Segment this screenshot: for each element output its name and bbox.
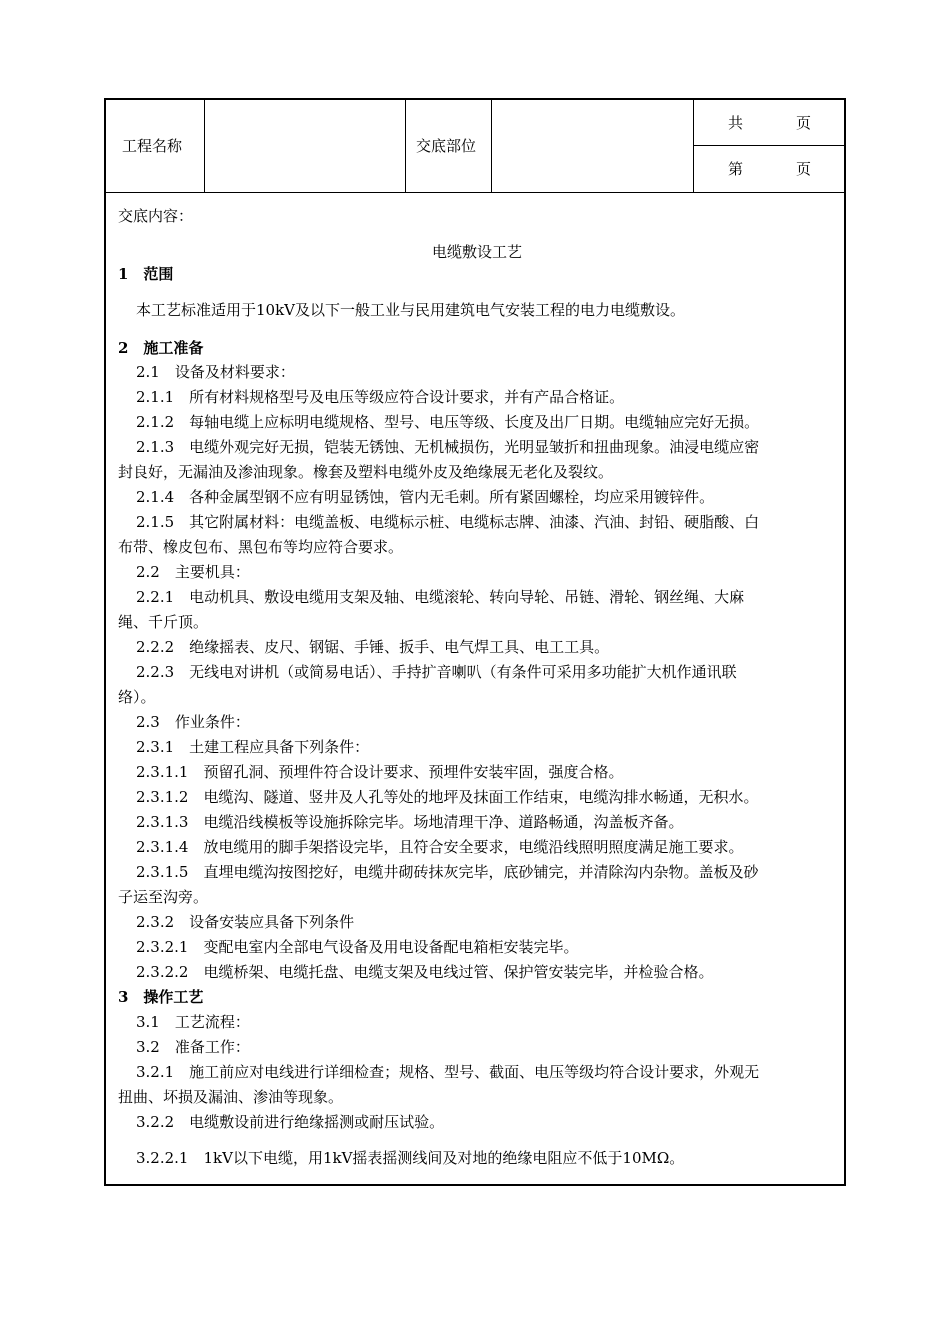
paragraph-line: 2.2.2 绝缘摇表、皮尺、钢锯、手锤、扳手、电气焊工具、电工工具。 xyxy=(136,638,610,656)
section-heading: 1 范围 xyxy=(118,265,174,283)
header-divider-4 xyxy=(693,100,694,192)
paragraph-line: 2.3.1.5 直埋电缆沟按图挖好，电缆井砌砖抹灰完毕，底砂铺完，并清除沟内杂物。盖板及砂 xyxy=(136,863,759,881)
paragraph-line: 3.2.2 电缆敷设前进行绝缘摇测或耐压试验。 xyxy=(136,1113,445,1131)
section-heading: 2 施工准备 xyxy=(118,339,204,357)
handover-location-value[interactable] xyxy=(493,102,691,190)
paragraph-line: 2.1.4 各种金属型钢不应有明显锈蚀，管内无毛刺。所有紧固螺栓，均应采用镀锌件。 xyxy=(136,488,715,506)
project-name-value[interactable] xyxy=(206,102,404,190)
paragraph-line: 2.3 作业条件： xyxy=(136,713,250,731)
paragraph-line: 2.1.5 其它附属材料：电缆盖板、电缆标示桩、电缆标志牌、油漆、汽油、封铅、硬脂酸、白 xyxy=(136,513,760,531)
paragraph-line: 2.1.3 电缆外观完好无损，铠装无锈蚀、无机械损伤，光明显皱折和扭曲现象。油浸电缆应密 xyxy=(136,438,760,456)
paragraph-line: 2.3.2.2 电缆桥架、电缆托盘、电缆支架及电线过管、保护管安装完毕，并检验合格。 xyxy=(136,963,714,981)
header-bottom-rule xyxy=(106,192,844,193)
paragraph-line: 子运至沟旁。 xyxy=(118,888,209,906)
total-label: 共 xyxy=(728,114,744,132)
section-heading: 3 操作工艺 xyxy=(118,988,204,1006)
paragraph-line: 3.1 工艺流程： xyxy=(136,1013,250,1031)
paragraph-line: 2.2.3 无线电对讲机（或简易电话）、手持扩音喇叭（有条件可采用多功能扩大机作通讯联 xyxy=(136,663,737,681)
paragraph-line: 2.1 设备及材料要求： xyxy=(136,363,295,381)
paragraph-line: 2.3.1.3 电缆沿线模板等设施拆除完毕。场地清理干净、道路畅通，沟盖板齐备。 xyxy=(136,813,684,831)
project-name-label: 工程名称 xyxy=(122,137,183,155)
handover-location-label: 交底部位 xyxy=(416,137,477,155)
content-body xyxy=(118,200,836,1180)
paragraph-line: 封良好，无漏油及渗油现象。橡套及塑料电缆外皮及绝缘展无老化及裂纹。 xyxy=(118,463,614,481)
current-label: 第 xyxy=(728,160,744,178)
header-divider-2 xyxy=(405,100,406,192)
paragraph-line: 2.3.1.1 预留孔洞、预埋件符合设计要求、预埋件安装牢固，强度合格。 xyxy=(136,763,624,781)
paragraph-line: 3.2 准备工作： xyxy=(136,1038,250,1056)
paragraph-line: 2.1.2 每轴电缆上应标明电缆规格、型号、电压等级、长度及出厂日期。电缆轴应完好无损。 xyxy=(136,413,760,431)
paragraph-line: 绳、千斤顶。 xyxy=(118,613,209,631)
paragraph-line: 2.2.1 电动机具、敷设电缆用支架及轴、电缆滚轮、转向导轮、吊链、滑轮、钢丝绳、大麻 xyxy=(136,588,745,606)
header-divider-1 xyxy=(204,100,205,192)
total-pages-label: 页 xyxy=(796,114,812,132)
paragraph-line: 2.1.1 所有材料规格型号及电压等级应符合设计要求，并有产品合格证。 xyxy=(136,388,625,406)
intro-label: 交底内容： xyxy=(118,207,194,225)
current-page-label: 页 xyxy=(796,160,812,178)
paragraph-line: 2.3.1 土建工程应具备下列条件： xyxy=(136,738,370,756)
paragraph-line: 2.3.1.4 放电缆用的脚手架搭设完毕，且符合安全要求，电缆沿线照明照度满足施工要求。 xyxy=(136,838,744,856)
paragraph-line: 络）。 xyxy=(118,688,156,706)
paragraph-line: 布带、橡皮包布、黑包布等均应符合要求。 xyxy=(118,538,404,556)
paragraph-line: 3.2.2.1 1kV以下电缆，用1kV摇表摇测线间及对地的绝缘电阻应不低于10MΩ。 xyxy=(136,1149,685,1167)
paragraph-line: 2.2 主要机具： xyxy=(136,563,250,581)
handover-form xyxy=(104,98,846,1186)
paragraph-line: 扭曲、坏损及漏油、渗油等现象。 xyxy=(118,1088,344,1106)
paragraph-line: 2.3.2.1 变配电室内全部电气设备及用电设备配电箱柜安装完毕。 xyxy=(136,938,579,956)
document-title: 电缆敷设工艺 xyxy=(431,243,522,261)
paragraph-line: 本工艺标准适用于10kV及以下一般工业与民用建筑电气安装工程的电力电缆敷设。 xyxy=(136,301,686,319)
paragraph-line: 2.3.1.2 电缆沟、隧道、竖井及人孔等处的地坪及抹面工作结束，电缆沟排水畅通，无积水。 xyxy=(136,788,759,806)
page-count-divider xyxy=(693,145,844,146)
paragraph-line: 2.3.2 设备安装应具备下列条件 xyxy=(136,913,355,931)
paragraph-line: 3.2.1 施工前应对电线进行详细检查；规格、型号、截面、电压等级均符合设计要求，外观无 xyxy=(136,1063,760,1081)
header-divider-3 xyxy=(491,100,492,192)
